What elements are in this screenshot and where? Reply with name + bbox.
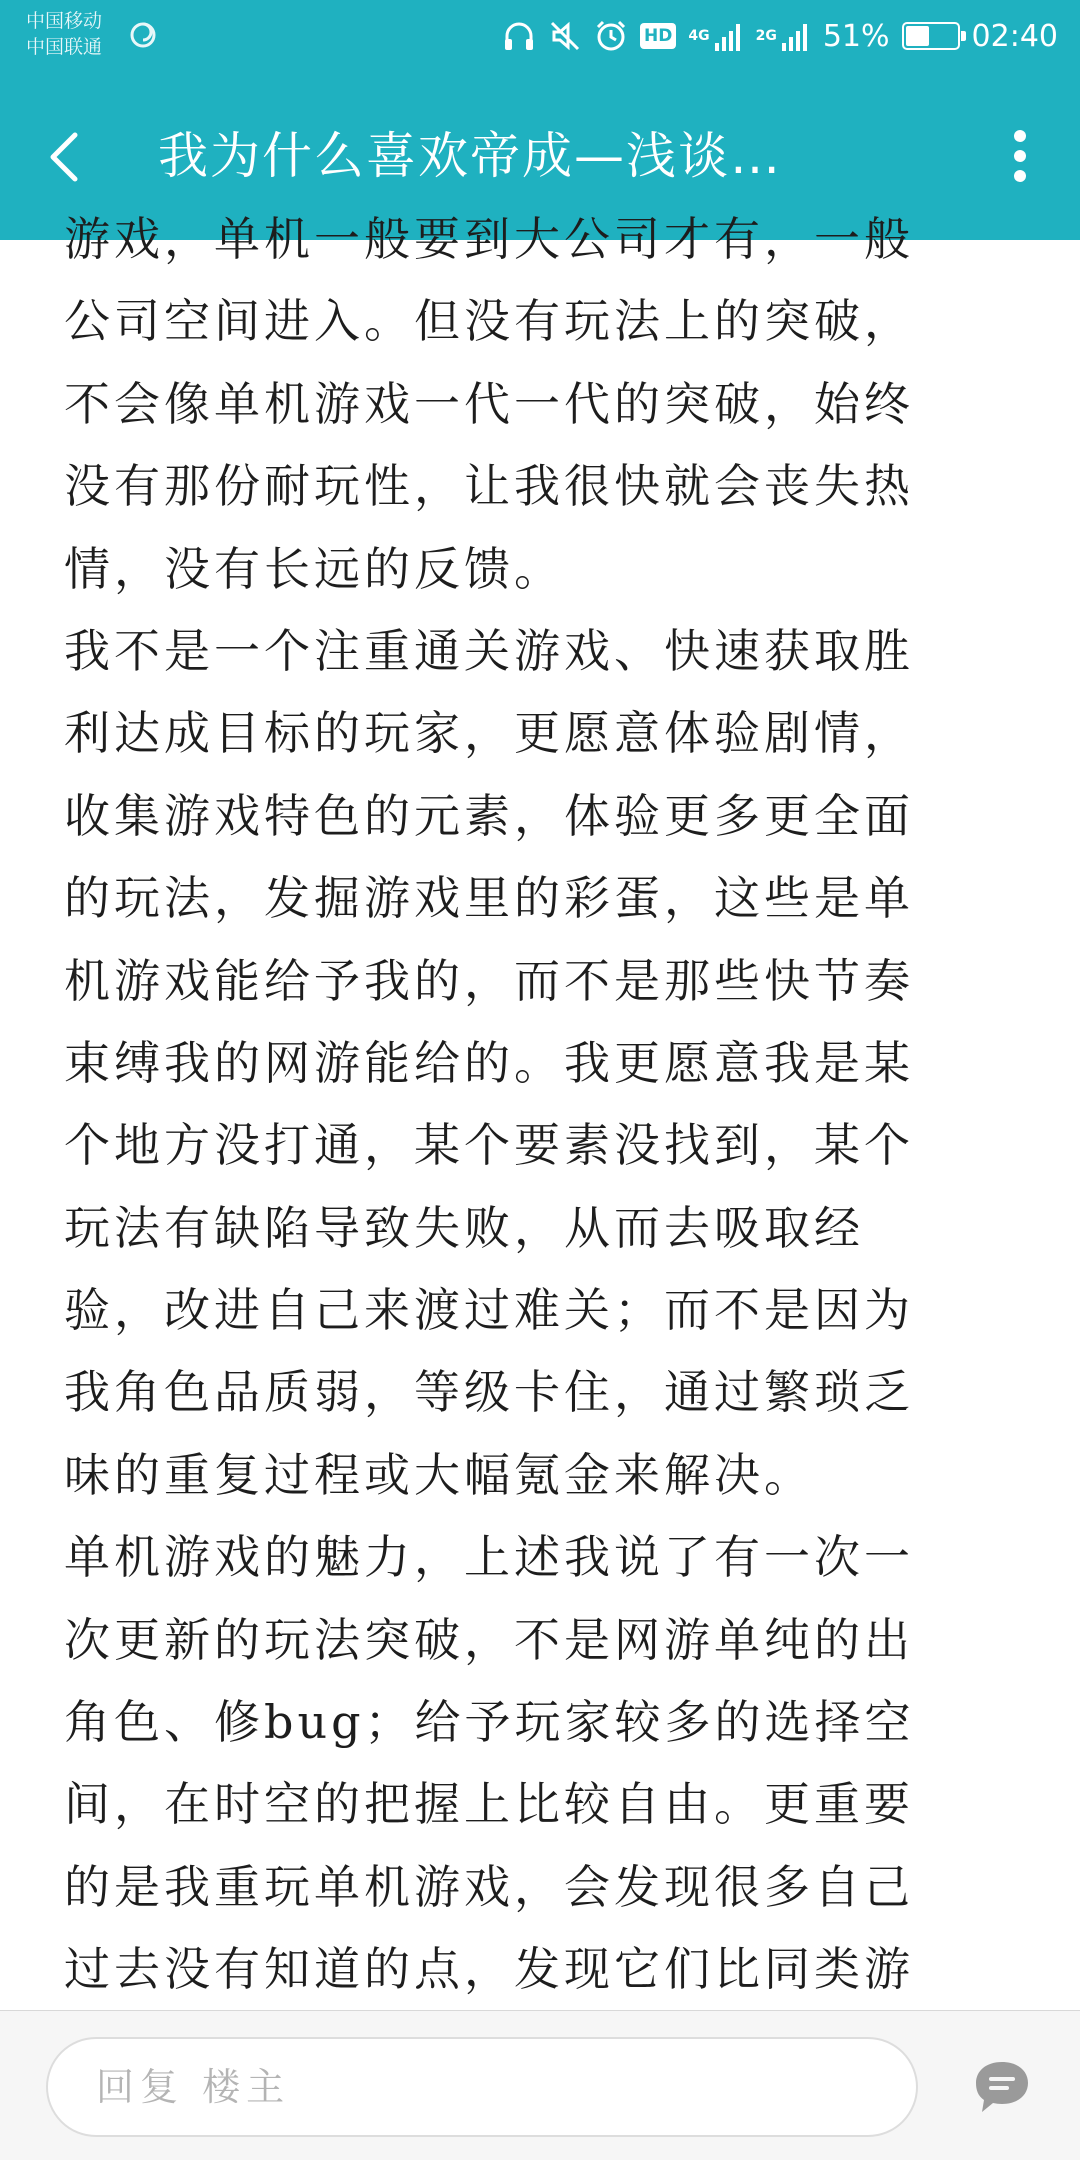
article-line: 单机游戏的魅力，上述我说了有一次一 — [64, 1530, 914, 1585]
article-line: 验，改进自己来渡过难关；而不是因为 — [64, 1283, 914, 1338]
back-button[interactable] — [30, 122, 100, 192]
article-line: 次更新的玩法突破，不是网游单纯的出 — [64, 1612, 914, 1667]
comment-bubble-icon — [972, 2058, 1032, 2116]
article-line: 收集游戏特色的元素，体验更多更全面 — [64, 788, 914, 843]
status-bar — [0, 0, 1080, 72]
article-line: 角色、修bug；给予玩家较多的选择空 — [64, 1695, 915, 1750]
article-line: 间，在时空的把握上比较自由。更重要 — [64, 1777, 914, 1832]
mute-icon — [548, 19, 582, 53]
article-line: 机游戏能给予我的，而不是那些快节奏 — [64, 953, 914, 1008]
article-line: 味的重复过程或大幅氪金来解决。 — [64, 1447, 814, 1502]
battery-icon — [902, 22, 960, 50]
carrier-swirl-icon — [128, 20, 158, 50]
signal-icon — [714, 19, 744, 53]
article-line: 个地方没打通，某个要素没找到，某个 — [64, 1118, 914, 1173]
clock: 02:40 — [971, 18, 1058, 54]
reply-bar — [0, 2010, 1080, 2160]
more-options-button[interactable] — [990, 118, 1050, 194]
article-line: 游戏，单机一般要到大公司才有，一般 — [64, 212, 914, 266]
network-type-2: 2G — [755, 28, 777, 44]
chevron-left-icon — [45, 131, 85, 183]
comment-button[interactable] — [970, 2055, 1034, 2119]
article-line: 的玩法，发掘游戏里的彩蛋，这些是单 — [64, 871, 914, 926]
carrier-info — [26, 8, 102, 60]
network-type-1: 4G — [688, 28, 710, 44]
page-title: 我为什么喜欢帝成—浅谈… — [158, 127, 782, 185]
article-line: 束缚我的网游能给的。我更愿意我是某 — [64, 1035, 914, 1090]
article-line: 没有那份耐玩性，让我很快就会丧失热 — [64, 459, 914, 514]
article-line: 情，没有长远的反馈。 — [64, 541, 564, 596]
article-line: 利达成目标的玩家，更愿意体验剧情， — [64, 706, 914, 761]
post-content-scroll[interactable] — [0, 212, 1080, 2010]
article-line: 公司空间进入。但没有玩法上的突破， — [64, 294, 914, 349]
hd-badge: HD — [640, 23, 676, 49]
reply-input[interactable] — [46, 2037, 918, 2137]
article-line: 玩法有缺陷导致失败，从而去吸取经 — [64, 1200, 864, 1255]
headset-icon — [502, 19, 536, 53]
article-line: 过去没有知道的点，发现它们比同类游 — [64, 1942, 914, 1997]
signal-icon-2 — [781, 19, 811, 53]
status-icons — [502, 14, 1058, 58]
article-line: 的是我重玩单机游戏，会发现很多自己 — [64, 1859, 914, 1914]
more-vertical-icon — [1010, 128, 1030, 184]
battery-fill — [906, 26, 930, 46]
article-line: 我角色品质弱，等级卡住，通过繁琐乏 — [64, 1365, 914, 1420]
battery-percent: 51% — [822, 18, 890, 54]
carrier-2: 中国联通 — [26, 36, 103, 58]
alarm-icon — [594, 19, 628, 53]
carrier-1: 中国移动 — [26, 10, 103, 32]
post-body — [64, 198, 1016, 2093]
article-line: 我不是一个注重通关游戏、快速获取胜 — [64, 623, 914, 678]
article-line: 不会像单机游戏一代一代的突破，始终 — [64, 376, 914, 431]
